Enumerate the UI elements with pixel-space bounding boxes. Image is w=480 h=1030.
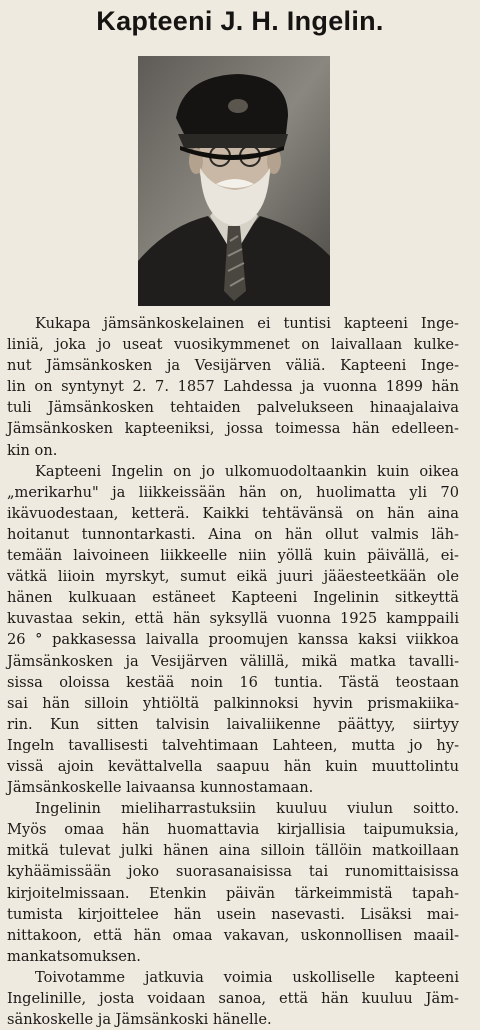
text-line: mitkä tulevat julki hänen aina silloin tällöin matkoillaan (7, 842, 459, 860)
text-line: Jämsänkosken ja Vesijärven välillä, mikä matka tavalli- (7, 652, 459, 670)
text-line: kirjoitelmissaan. Etenkin päivän tärkeimmistä tapah- (7, 884, 459, 902)
text-line: kin on. (7, 441, 58, 459)
text-line: kyhäämissään joko suorasanaisissa tai runomittaisissa (7, 863, 459, 881)
text-line: 26 ° pakkasessa laivalla proomujen kanssa kaksi viikkoa (7, 631, 459, 649)
text-line: sänkoskelle ja Jämsänkoski hänelle. (7, 1011, 272, 1029)
text-line: kuvastaa sekin, että hän syksyllä vuonna 1925 kamppaili (7, 610, 459, 628)
text-line: Kukapa jämsänkoskelainen ei tuntisi kapteeni Inge- (35, 315, 459, 332)
text-line: Ingeln tavallisesti talvehtimaan Lahteen, mutta jo hy- (7, 736, 459, 754)
text-line: Ingelinille, josta voidaan sanoa, että hän kuuluu Jäm- (7, 990, 459, 1007)
text-line: temään laivoineen liikkeelle niin yöllä kuin päivällä, ei- (7, 547, 459, 565)
text-line: „merikarhu" ja liikkeissään hän on, huolimatta yli 70 (7, 483, 459, 501)
portrait-illustration (138, 56, 330, 306)
text-line: nut Jämsänkosken ja Vesijärven väliä. Kapteeni Inge- (7, 357, 459, 375)
text-line: vätkä liioin myrskyt, sumut eikä juuri jääesteetkään ole (7, 568, 459, 586)
text-line: rin. Kun sitten talvisin laivaliikenne päättyy, siirtyy (7, 715, 459, 733)
text-line: hänen kulkuaan estäneet Kapteeni Ingelinin sitkeyttä (7, 589, 459, 607)
article-body (7, 313, 459, 1030)
text-line: nittakoon, että hän omaa vakavan, uskonnollisen maail- (7, 926, 459, 944)
captain-portrait-photo (138, 56, 330, 306)
article-title: Kapteeni J. H. Ingelin. (96, 6, 384, 36)
text-line: Myös omaa hän huomattavia kirjallisia taipumuksia, (7, 821, 459, 839)
text-line: liniä, joka jo useat vuosikymmenet on laivallaan kulke- (7, 336, 459, 354)
text-line: tumista kirjoittelee hän usein nasevasti. Lisäksi mai- (7, 905, 459, 923)
text-line: vissä ajoin kevättalvella saapuu hän kuin muuttolintu (7, 757, 459, 775)
text-line: tuli Jämsänkosken tehtaiden palvelukseen hinaajalaiva (7, 399, 459, 417)
text-line: Jämsänkoskelle laivaansa kunnostamaan. (7, 779, 314, 797)
text-line: sissa oloissa kestää noin 16 tuntia. Tästä teostaan (7, 673, 459, 691)
text-line: Kapteeni Ingelin on jo ulkomuodoltaankin kuin oikea (35, 462, 459, 480)
text-line: sai hän silloin yhtiöltä palkinnoksi hyvin prismakiika- (7, 694, 459, 712)
text-line: Jämsänkosken kapteeniksi, jossa toimessa hän edelleen- (7, 420, 459, 438)
text-line: Ingelinin mieliharrastuksiin kuuluu viulun soitto. (35, 800, 459, 818)
text-line: lin on syntynyt 2. 7. 1857 Lahdessa ja vuonna 1899 hän (7, 378, 459, 396)
text-line: mankatsomuksen. (7, 947, 141, 965)
text-line: Toivotamme jatkuvia voimia uskolliselle kapteeni (35, 968, 459, 986)
text-line: hoitanut tunnontarkasti. Aina on hän ollut valmis läh- (7, 525, 459, 543)
text-line: ikävuodestaan, ketterä. Kaikki tehtävänsä on hän aina (7, 504, 459, 522)
